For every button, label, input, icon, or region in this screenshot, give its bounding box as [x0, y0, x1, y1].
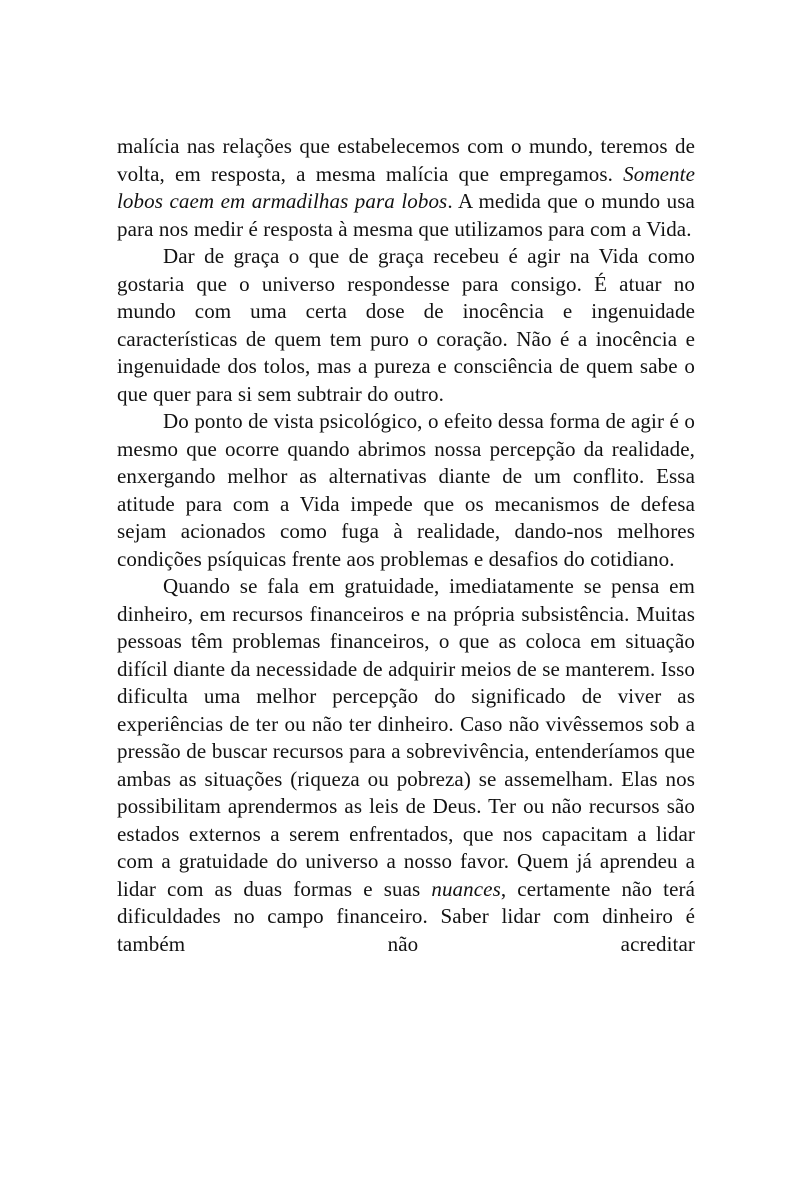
- italic-text-run: nuances: [431, 876, 501, 901]
- text-run: Dar de graça o que de graça recebeu é agir na Vida como gostaria que o universo respondesse para consigo. É atuar no mundo com uma certa dose de inocência e ingenuidade características de quem tem puro o coração. Não é a inocência e ingenuidade dos tolos, mas a pureza e consciência de quem sabe o que quer para si sem subtrair do outro.: [117, 244, 695, 406]
- paragraph-2: [117, 243, 695, 408]
- paragraph-1: [117, 133, 695, 243]
- text-run: Quando se fala em gratuidade, imediatamente se pensa em dinheiro, em recursos financeiros e na própria subsistência. Muitas pessoas têm problemas financeiros, o que as coloca em situação difícil diante da necessidade de adquirir meios de se manterem. Isso dificulta uma melhor percepção do significado de viver as experiências de ter ou não ter dinheiro. Caso não vivêssemos sob a pressão de buscar recursos para a sobrevivência, entenderíamos que ambas as situações (riqueza ou pobreza) se assemelham. Elas nos possibilitam aprendermos as leis de Deus. Ter ou não recursos são estados externos a serem enfrentados, que nos capacitam a lidar com a gratuidade do universo a nosso favor. Quem já aprendeu a lidar com as duas formas e suas: [117, 574, 695, 901]
- paragraph-3: [117, 408, 695, 573]
- text-run: malícia nas relações que estabelecemos com o mundo, teremos de volta, em resposta, a mesma malícia que empregamos.: [117, 134, 695, 186]
- text-block: [117, 133, 695, 958]
- text-run: , certamente não terá dificuldades no campo financeiro. Saber lidar com dinheiro é também não acreditar: [117, 876, 695, 956]
- text-run: Do ponto de vista psicológico, o efeito dessa forma de agir é o mesmo que ocorre quando abrimos nossa percepção da realidade, enxergando melhor as alternativas diante de um conflito. Essa atitude para com a Vida impede que os mecanismos de defesa sejam acionados como fuga à realidade, dando-nos melhores condições psíquicas frente aos problemas e desafios do cotidiano.: [117, 409, 695, 571]
- paragraph-4: [117, 573, 695, 958]
- italic-text-run: Somente lobos caem em armadilhas para lobos: [117, 161, 695, 213]
- text-run: . A medida que o mundo usa para nos medir é resposta à mesma que utilizamos para com a Vida.: [117, 189, 695, 241]
